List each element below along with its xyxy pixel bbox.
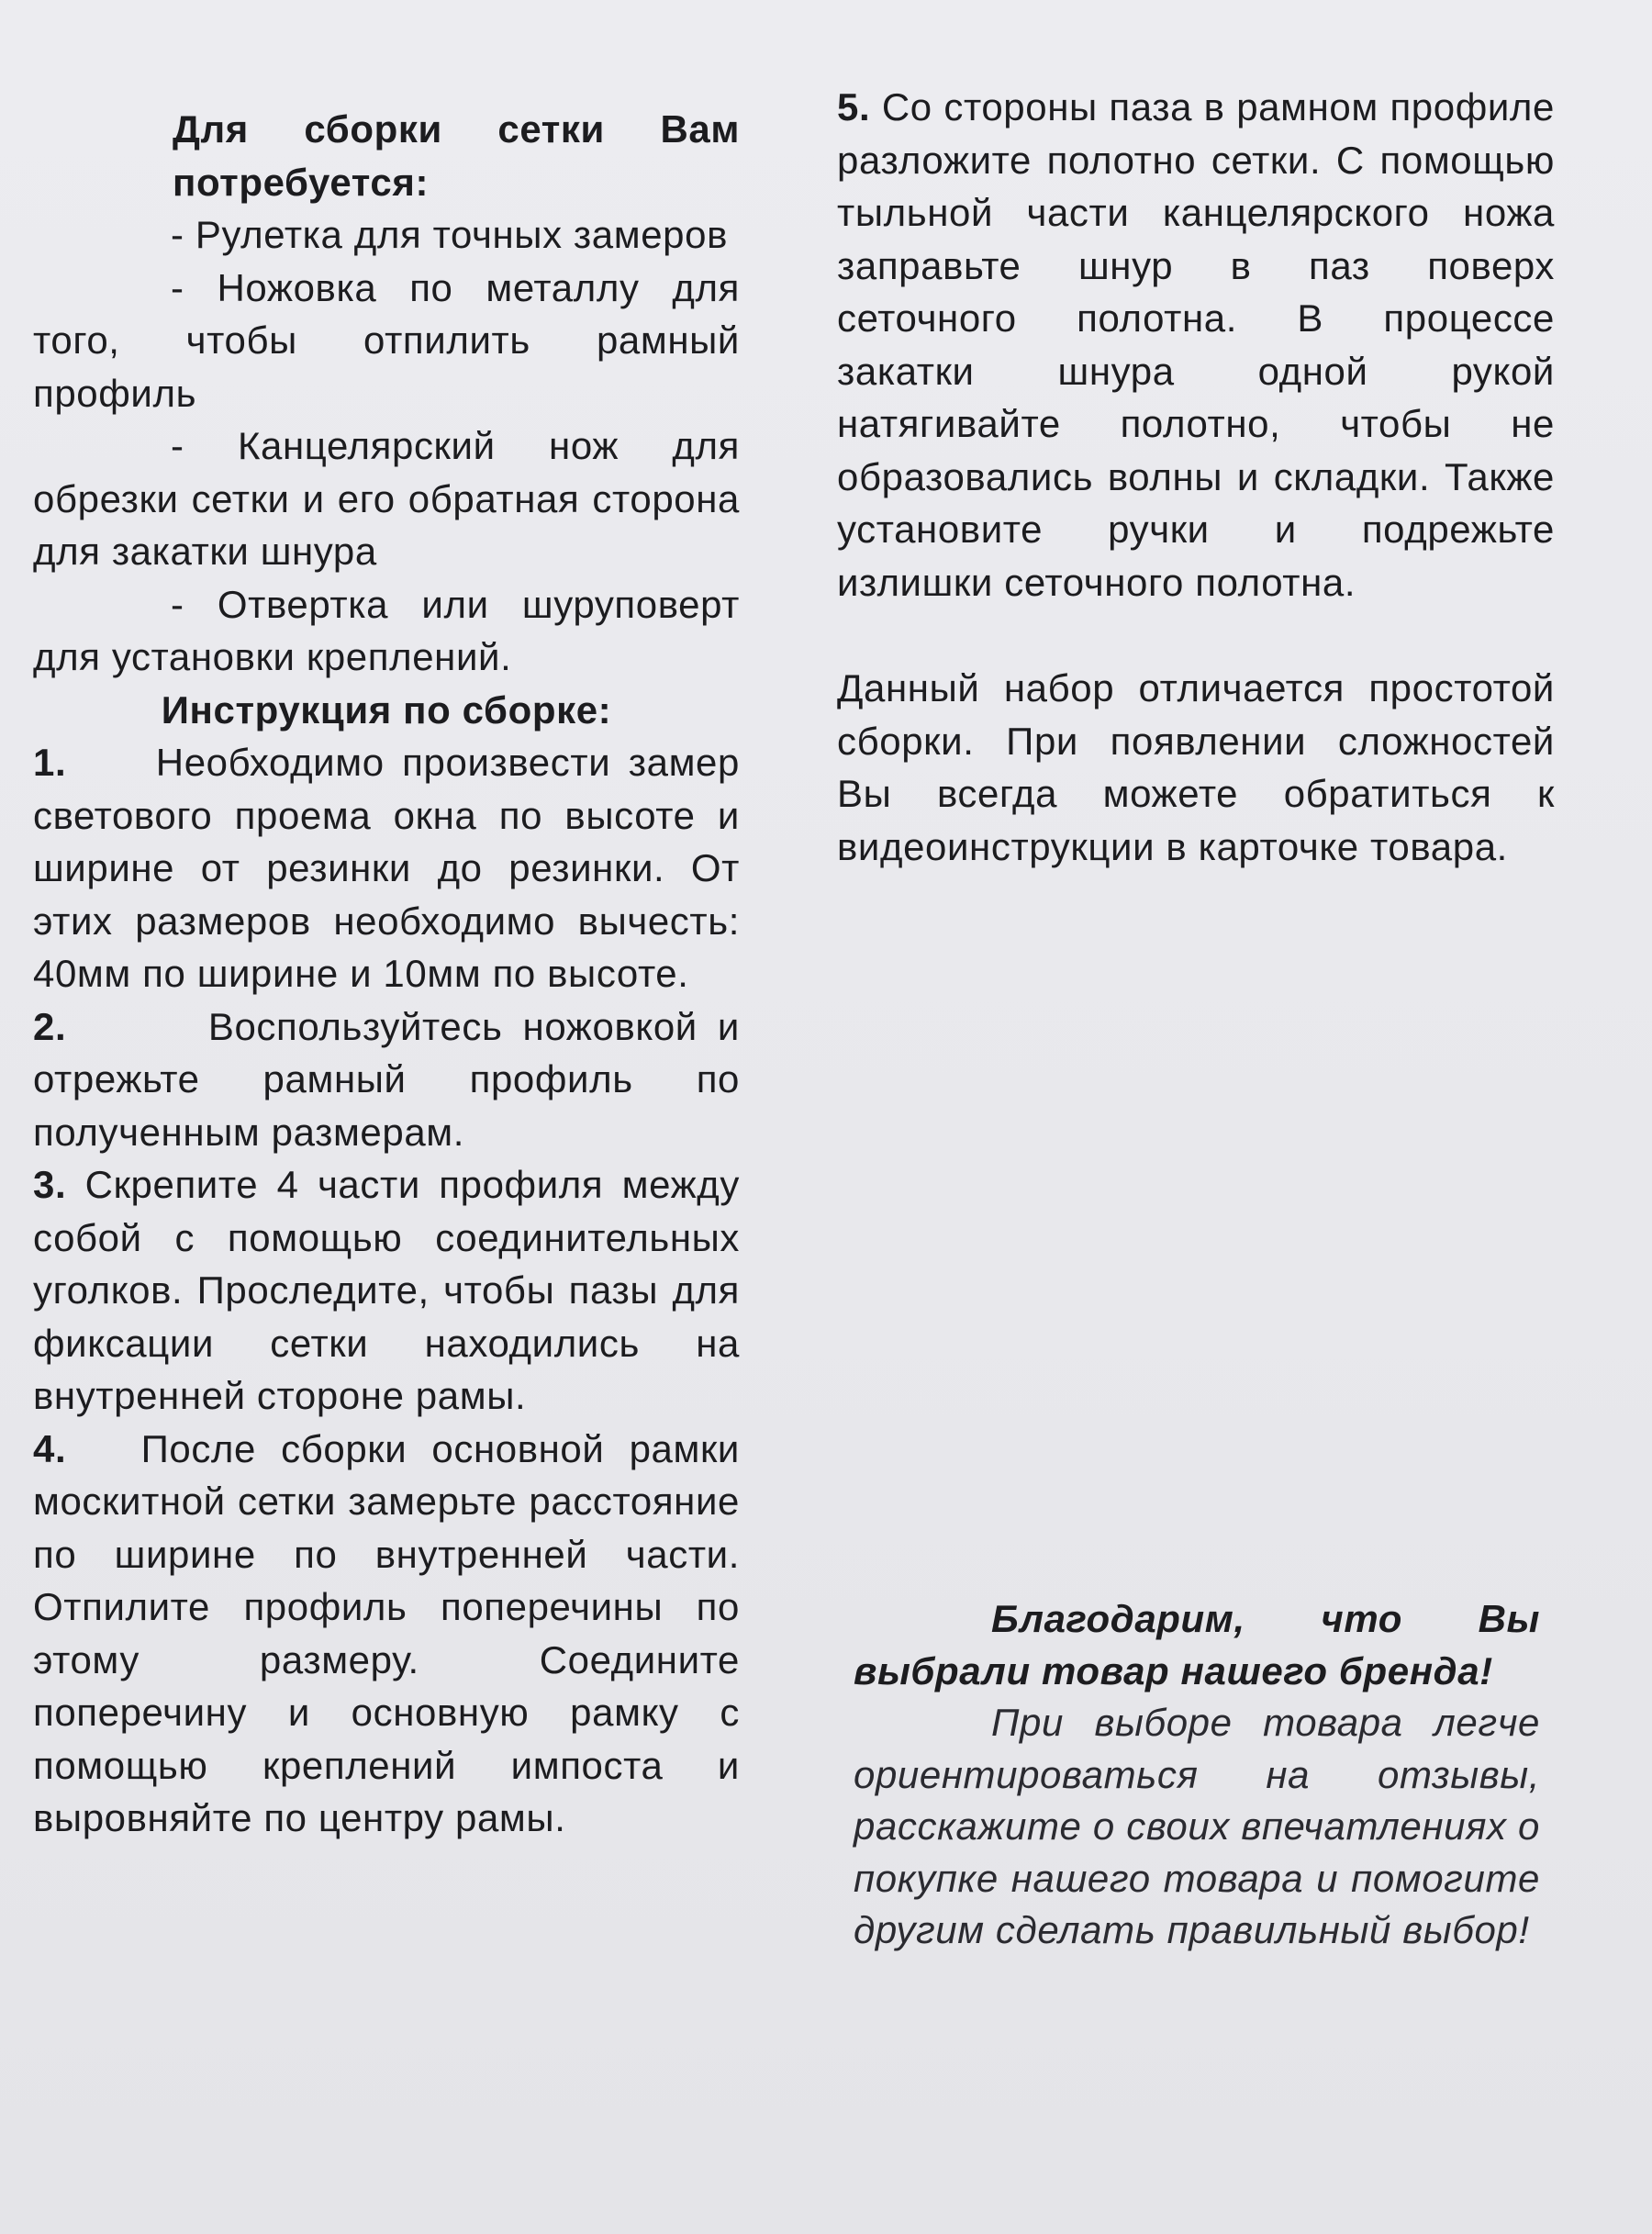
step-text: Со стороны паза в рамном профиле разложите полотно сетки. С помощью тыльной части канцелярского ножа заправьте шнур в паз поверх сеточного полотна. В процессе закатки шнура одной рукой натягивайте полотно, чтобы не образовались волны и складки. Также установите ручки и подрежьте излишки сеточного полотна. <box>837 85 1555 604</box>
assembly-note: Данный набор отличается простотой сборки. При появлении сложностей Вы всегда можете обратиться к видеоинструкции в карточке товара. <box>837 666 1555 868</box>
step-item <box>33 1000 740 1159</box>
step-text: Необходимо произвести замер светового проема окна по высоте и ширине от резинки до резинки. От этих размеров необходимо вычесть: 40мм по ширине и 10мм по высоте. <box>33 741 740 995</box>
thanks-title: Благодарим, что Вы выбрали товар нашего бренда! <box>854 1597 1540 1692</box>
thanks-block <box>854 1593 1540 1957</box>
step-item <box>837 81 1555 609</box>
step-text: После сборки основной рамки москитной сетки замерьте расстояние по ширине по внутренней части. Отпилите профиль поперечины по этому размеру. Соедините поперечину и основную рамку с помощью креплений импоста и выровняйте по центру рамы. <box>33 1426 740 1839</box>
tool-item: - Канцелярский нож для обрезки сетки и его обратная сторона для закатки шнура <box>33 424 740 573</box>
instructions-heading: Инструкция по сборке: <box>161 687 612 732</box>
step-text: Скрепите 4 части профиля между собой с помощью соединительных уголков. Проследите, чтобы пазы для фиксации сетки находились на внутренней стороне рамы. <box>33 1163 740 1417</box>
tool-item: - Ножовка по металлу для того, чтобы отпилить рамный профиль <box>33 265 740 415</box>
step-text: Воспользуйтесь ножовкой и отрежьте рамный профиль по полученным размерам. <box>33 1004 740 1154</box>
step-item <box>33 1423 740 1845</box>
tool-item: - Отвертка или шуруповерт для установки креплений. <box>33 582 740 678</box>
tools-heading: Для сборки сетки Вам потребуется: <box>173 107 740 204</box>
step-item <box>33 736 740 1000</box>
paragraph-gap <box>837 609 1555 662</box>
thanks-body: При выборе товара легче ориентироваться на отзывы, расскажите о своих впечатлениях о покупке нашего товара и помогите другим сделать правильный выбор! <box>854 1701 1540 1951</box>
step-number: 3. <box>33 1163 67 1206</box>
step-number: 2. <box>33 1004 67 1048</box>
tool-item: - Рулетка для точных замеров <box>171 213 729 256</box>
left-column <box>33 103 740 1845</box>
step-number: 4. <box>33 1426 67 1470</box>
step-number: 1. <box>33 741 67 784</box>
step-item <box>33 1158 740 1423</box>
step-number: 5. <box>837 85 871 128</box>
right-column <box>837 81 1555 873</box>
